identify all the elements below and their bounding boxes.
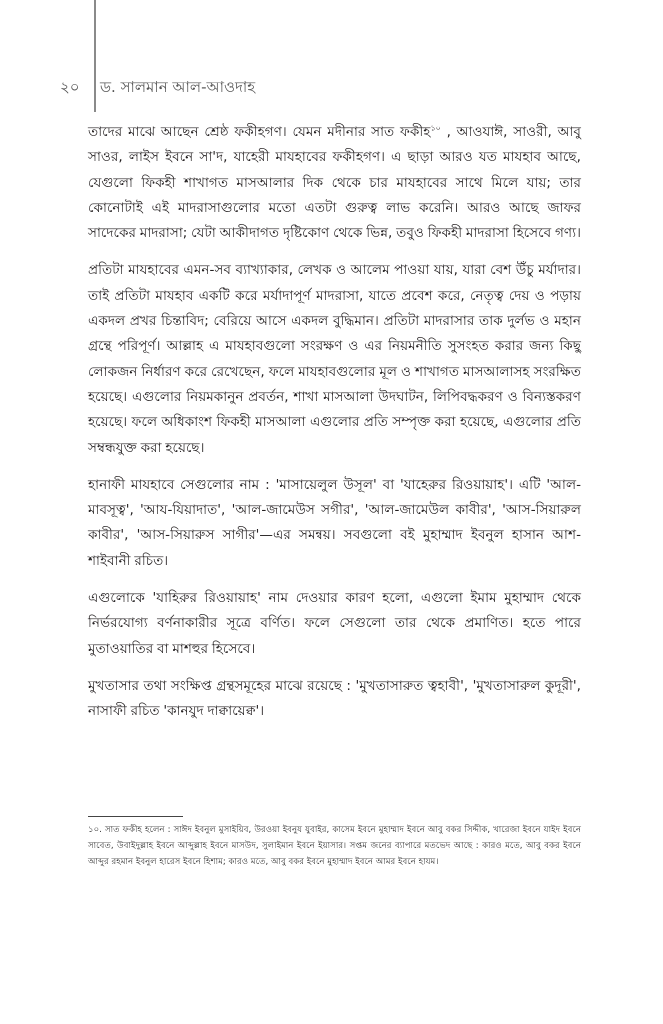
paragraph-5: মুখতাসার তথা সংক্ষিপ্ত গ্রন্থসমূহের মাঝে রয়েছে : 'মুখতাসারুত ত্বহাবী', 'মুখতাসারুল কুদূরী', নাসাফী রচিত 'কানযুদ দাক্বায়েক্ব'। xyxy=(88,677,581,720)
paragraph-1 xyxy=(88,120,581,246)
footnote: ১০. সাত ফকীহ হলেন : সাঈদ ইবনুল মুসাইয়িব, উরওয়া ইবনুয যুবাইর, কাসেম ইবনে মুহাম্মাদ ইবনে আবু বকর সিদ্দীক, খারেজা ইবনে যাইদ ইবনে সাবেত, উবাইদুল্লাহ ইবনে আব্দুল্লাহ ইবনে মাসউদ, সুলাইমান ইবনে ইয়াসার। সপ্তম জনের ব্যাপারে মতভেদ আছে : কারও মতে, আবু বকর ইবনে আব্দুর রহমান ইবনুল হারেস ইবনে হিশাম; কারও মতে, আবু বকর ইবনে মুহাম্মাদ ইবনে আমর ইবনে হাযম। xyxy=(88,825,581,867)
paragraph-3: হানাফী মাযহাবে সেগুলোর নাম : 'মাসায়েলুল উসূল' বা 'যাহেরুর রিওয়ায়াহ'। এটি 'আল-মাবসূত্ব', 'আয-যিয়াদাত', 'আল-জামেউস সগীর', 'আল-জামেউল কাবীর', 'আস-সিয়ারুল কাবীর', 'আস-সিয়ারুস সাগীর'—এর সমন্বয়। সবগুলো বই মুহাম্মাদ ইবনুল হাসান আশ-শাইবানী রচিত। xyxy=(88,476,581,569)
page-number: ২০ xyxy=(60,78,80,96)
paragraph-1-rest: , আওযাঈ, সাওরী, আবু সাওর, লাইস ইবনে সা'দ, যাহেরী মাযহাবের ফকীহগণ। এ ছাড়া আরও যত মাযহাব আছে, যেগুলো ফিকহী শাখাগত মাসআলার দিক থেকে চার মাযহাবের সাথে মিলে যায়; তার কোনোটাই এই মাদরাসাগুলোর মতো এতটা গুরুত্ব লাভ করেনি। আরও আছে জাফর সাদেকের মাদরাসা; যেটা আকীদাগত দৃষ্টিকোণ থেকে ভিন্ন, তবুও ফিকহী মাদরাসা হিসেবে গণ্য। xyxy=(88,124,581,242)
paragraph-2: প্রতিটা মাযহাবের এমন-সব ব্যাখ্যাকার, লেখক ও আলেম পাওয়া যায়, যারা বেশ উঁচু মর্যাদার। তাই প্রতিটা মাযহাব একটি করে মর্যাদাপূর্ণ মাদরাসা, যাতে প্রবেশ করে, নেতৃত্ব দেয় ও পড়ায় একদল প্রখর চিন্তাবিদ; বেরিয়ে আসে একদল বুদ্ধিমান। প্রতিটা মাদরাসার তাক দুর্লভ ও মহান গ্রন্থে পরিপূর্ণ। আল্লাহ এ মাযহাবগুলো সংরক্ষণ ও এর নিয়মনীতি সুসংহত করার জন্য কিছু লোকজন নির্ধারণ করে রেখেছেন, ফলে মাযহাবগুলোর মূল ও শাখাগত মাসআলাসহ সংরক্ষিত হয়েছে। এগুলোর নিয়মকানুন প্রবর্তন, শাখা মাসআলা উদঘাটন, লিপিবদ্ধকরণ ও বিন্যস্তকরণ হয়েছে। ফলে অধিকাংশ ফিকহী মাসআলা এগুলোর প্রতি সম্পৃক্ত করা হয়েছে, এগুলোর প্রতি সম্বন্ধযুক্ত করা হয়েছে। xyxy=(88,262,581,456)
main-text xyxy=(88,120,581,737)
footnote-separator xyxy=(88,816,183,817)
paragraph-4: এগুলোকে 'যাহিরুর রিওয়ায়াহ' নাম দেওয়ার কারণ হলো, এগুলো ইমাম মুহাম্মাদ থেকে নির্ভরযোগ্য বর্ণনাকারীর সূত্রে বর্ণিত। ফলে সেগুলো তার থেকে প্রমাণিত। হতে পারে মুতাওয়াতির বা মাশহুর হিসেবে। xyxy=(88,590,581,657)
paragraph-1-start: তাদের মাঝে আছেন শ্রেষ্ঠ ফকীহগণ। যেমন মদীনার সাত ফকীহ xyxy=(88,124,431,140)
running-header xyxy=(60,77,255,97)
book-title: ড. সালমান আল-আওদাহ xyxy=(100,78,256,96)
footnote-reference[interactable]: ১০ xyxy=(430,123,441,133)
